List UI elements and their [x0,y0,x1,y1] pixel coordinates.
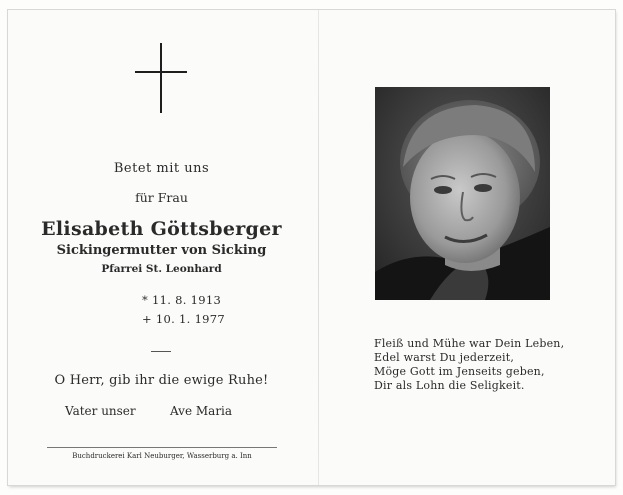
intro-text: Betet mit uns [113,161,210,176]
for-label: für Frau [135,190,188,205]
parish-label: Pfarrei St. Leonhard [101,263,222,275]
poem-line: Edel warst Du jederzeit, [374,351,515,364]
poem-line: Fleiß und Mühe war Dein Leben, [374,337,565,350]
prayer-text: O Herr, gib ihr die ewige Ruhe! [54,373,269,388]
cross-icon [135,43,187,113]
poem-line: Möge Gott im Jenseits geben, [374,365,545,378]
birth-date: * 11. 8. 1913 [142,293,222,307]
prayer-vater-unser: Vater unser [65,404,136,418]
prayer-ave-maria: Ave Maria [170,404,233,418]
printer-rule [47,447,277,448]
portrait-photo [375,87,550,300]
deceased-name: Elisabeth Göttsberger [41,218,282,240]
deceased-title: Sickingermutter von Sicking [56,243,267,258]
divider [151,351,171,352]
card-fold [318,10,319,485]
printer-credit: Buchdruckerei Karl Neuburger, Wasserburg a. Inn [72,452,252,460]
death-date: + 10. 1. 1977 [142,312,226,326]
poem-line: Dir als Lohn die Seligkeit. [374,379,525,392]
